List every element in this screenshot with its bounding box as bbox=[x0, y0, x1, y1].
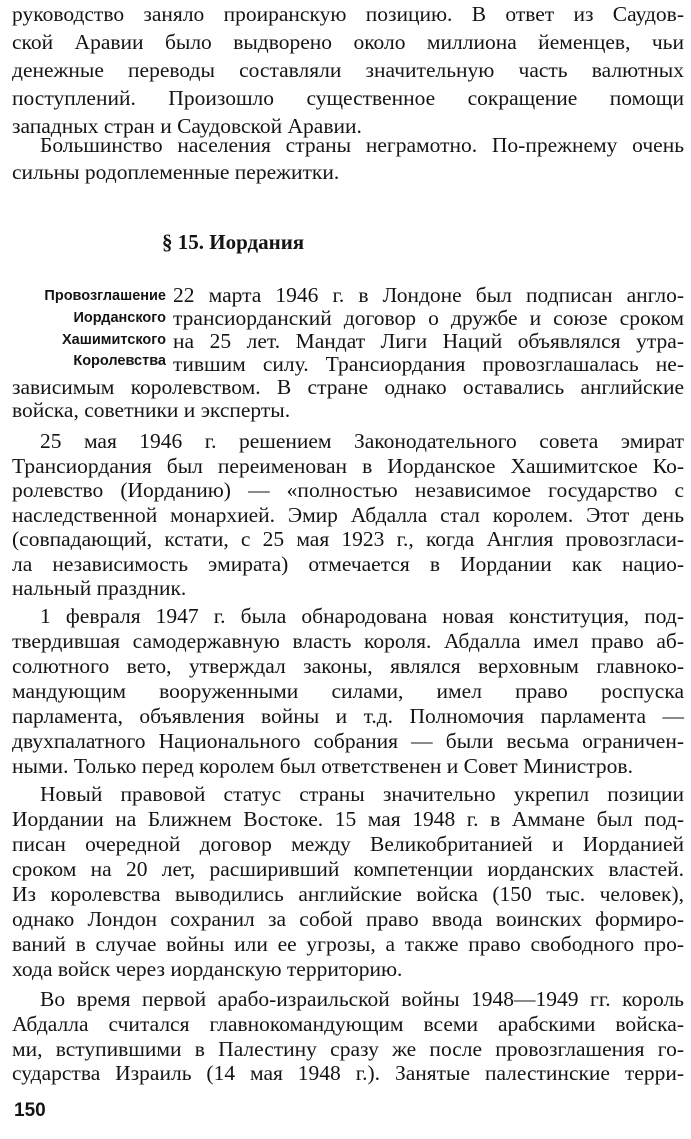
sidenote-line: Провозглашение bbox=[44, 288, 166, 304]
paragraph-line: Из королевства выводились английские войска (150 тыс. человек), bbox=[12, 882, 684, 906]
paragraph-line: (совпадающий, кстати, с 25 мая 1923 г., когда Англия провозгласи- bbox=[12, 527, 684, 551]
paragraph-line: ла независимость эмирата) отмечается в Иордании как нацио- bbox=[12, 552, 684, 576]
intro-paragraph2-line: Большинство населения страны неграмотно. По-прежнему очень bbox=[40, 133, 684, 157]
paragraph-line: хода войск через иорданскую территорию. bbox=[12, 957, 403, 981]
sidenote-line: Хашимитского bbox=[62, 332, 166, 348]
paragraph-line: войска, советники и эксперты. bbox=[12, 398, 291, 422]
intro-line: денежные переводы составляли значительную часть валютных bbox=[12, 58, 684, 82]
paragraph-line: ролевство (Иорданию) — «полностью независимое государство с bbox=[12, 478, 684, 502]
paragraph-line: зависимым королевством. В стране однако оставались английские bbox=[12, 375, 684, 399]
paragraph-line: мандующим вооруженными силами, имел право роспуска bbox=[12, 679, 684, 703]
intro-line: поступлений. Произошло существенное сокращение помощи bbox=[12, 86, 684, 110]
paragraph-line: двухпалатного Национального собрания — были весьма ограничен- bbox=[12, 729, 684, 753]
paragraph-line: наследственной монархией. Эмир Абдалла стал королем. Этот день bbox=[12, 503, 684, 527]
paragraph-line: Новый правовой статус страны значительно укрепил позиции bbox=[40, 782, 684, 806]
paragraph-line: ми, вступившими в Палестину сразу же после провозглашения го- bbox=[12, 1037, 684, 1061]
page-number: 150 bbox=[14, 1100, 46, 1121]
paragraph-line: на 25 лет. Мандат Лиги Наций объявлялся утра- bbox=[173, 329, 684, 353]
paragraph-line: писан очередной договор между Великобританией и Иорданией bbox=[12, 832, 684, 856]
paragraph-line: Иордании на Ближнем Востоке. 15 мая 1948 г. в Аммане был под- bbox=[12, 807, 684, 831]
paragraph-line: солютного вето, утверждал законы, являлся верховным главноко- bbox=[12, 654, 684, 678]
paragraph-line: Трансиордания был переименован в Иорданское Хашимитское Ко- bbox=[12, 454, 684, 478]
paragraph-line: однако Лондон сохранил за собой право ввода воинских формиро- bbox=[12, 907, 684, 931]
paragraph-line: нальный праздник. bbox=[12, 576, 187, 600]
paragraph-line: трансиорданский договор о дружбе и союзе сроком bbox=[173, 306, 684, 330]
paragraph-line: ваний в случае войны или ее угрозы, а также право свободного про- bbox=[12, 932, 684, 956]
paragraph-line: парламента, объявления войны и т.д. Полномочия парламента — bbox=[12, 704, 684, 728]
paragraph-line: 25 мая 1946 г. решением Законодательного совета эмират bbox=[40, 429, 684, 453]
paragraph-line: 1 февраля 1947 г. была обнародована новая конституция, под- bbox=[40, 604, 684, 628]
sidenote-line: Иорданского bbox=[73, 310, 166, 326]
intro-paragraph2-line: сильны родоплеменные пережитки. bbox=[12, 160, 340, 184]
paragraph-line: Абдалла считался главнокомандующим всеми арабскими войска- bbox=[12, 1012, 684, 1036]
paragraph-line: тившим силу. Трансиордания провозглашалась не- bbox=[173, 352, 684, 376]
paragraph-line: сударства Израиль (14 мая 1948 г.). Занятые палестинские терри- bbox=[12, 1061, 684, 1085]
intro-line: западных стран и Саудовской Аравии. bbox=[12, 114, 362, 138]
intro-line: ской Аравии было выдворено около миллиона йеменцев, чьи bbox=[12, 30, 684, 54]
paragraph-line: ными. Только перед королем был ответственен и Совет Министров. bbox=[12, 754, 633, 778]
paragraph-line: сроком на 20 лет, расширивший компетенции иорданских властей. bbox=[12, 857, 684, 881]
paragraph-line: 22 марта 1946 г. в Лондоне был подписан англо- bbox=[173, 283, 684, 307]
sidenote-line: Королевства bbox=[73, 353, 166, 369]
paragraph-line: Во время первой арабо-израильской войны 1948—1949 гг. король bbox=[40, 987, 684, 1011]
paragraph-line: твердившая самодержавную власть короля. Абдалла имел право аб- bbox=[12, 629, 684, 653]
intro-line: руководство заняло проиранскую позицию. В ответ из Саудов- bbox=[12, 2, 684, 26]
section-heading: § 15. Иордания bbox=[162, 230, 305, 254]
